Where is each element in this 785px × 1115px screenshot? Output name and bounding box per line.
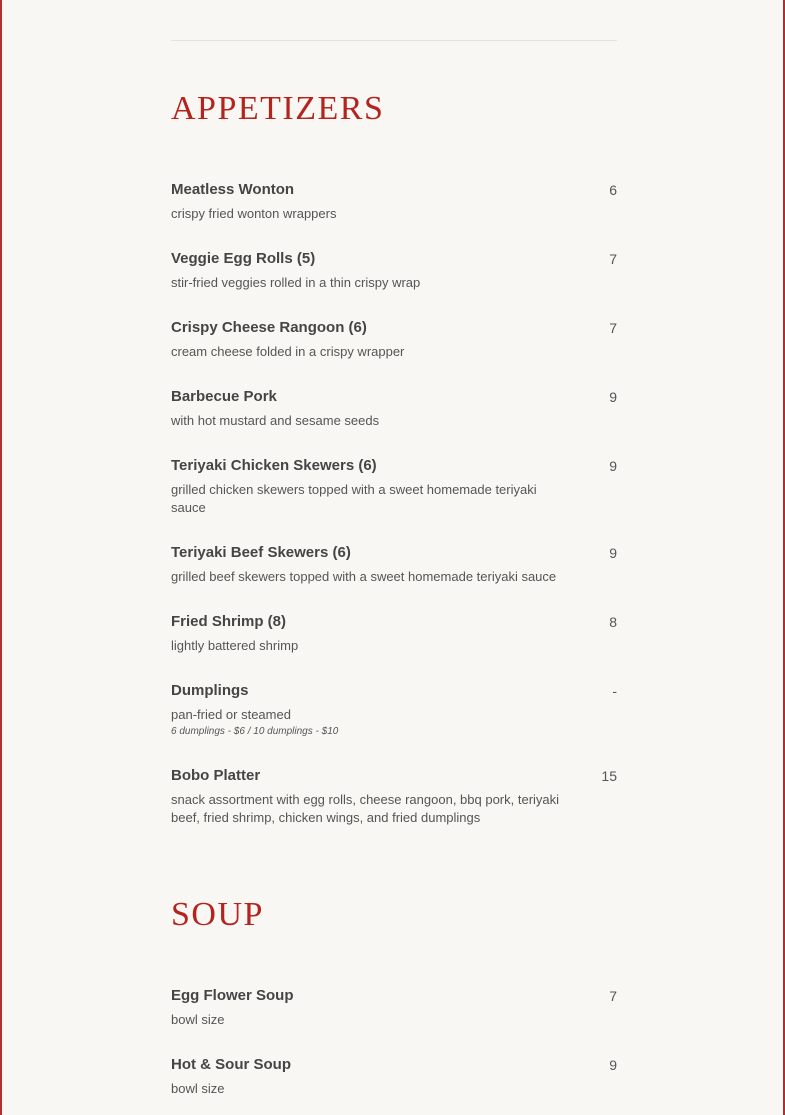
- item-description: snack assortment with egg rolls, cheese rangoon, bbq pork, teriyaki beef, fried shrimp, chicken wings, and fried dumplings: [171, 792, 560, 825]
- item-price: 9: [609, 545, 617, 561]
- item-price-note: 6 dumplings - $6 / 10 dumplings - $10: [171, 726, 339, 737]
- item-description: grilled chicken skewers topped with a sweet homemade teriyaki sauce: [171, 482, 537, 515]
- menu-item: [171, 250, 617, 292]
- item-description: grilled beef skewers topped with a sweet homemade teriyaki sauce: [171, 569, 557, 584]
- menu-item: [171, 987, 617, 1029]
- item-name: Hot & Sour Soup: [171, 1056, 291, 1073]
- item-description: lightly battered shrimp: [171, 638, 299, 653]
- item-name: Teriyaki Beef Skewers (6): [171, 544, 351, 561]
- item-name: Fried Shrimp (8): [171, 613, 287, 630]
- item-name: Veggie Egg Rolls (5): [171, 250, 316, 267]
- item-price: 7: [609, 988, 617, 1004]
- item-name: Dumplings: [171, 682, 249, 699]
- menu-item: [171, 613, 617, 655]
- item-description: stir-fried veggies rolled in a thin crispy wrap: [171, 275, 421, 290]
- item-description: bowl size: [171, 1012, 225, 1027]
- menu-item: [171, 544, 617, 586]
- menu-item: [171, 767, 617, 827]
- item-price: 9: [609, 458, 617, 474]
- item-description: bowl size: [171, 1081, 225, 1096]
- section-title-soup: SOUP: [171, 896, 264, 933]
- item-name: Bobo Platter: [171, 767, 261, 784]
- item-name: Egg Flower Soup: [171, 987, 294, 1004]
- item-price: 9: [609, 1057, 617, 1073]
- item-price: 8: [609, 614, 617, 630]
- item-description: cream cheese folded in a crispy wrapper: [171, 344, 405, 359]
- top-divider: [171, 40, 617, 41]
- item-description: pan-fried or steamed: [171, 707, 291, 722]
- menu-item: [171, 457, 617, 517]
- menu-item: [171, 181, 617, 223]
- item-name: Crispy Cheese Rangoon (6): [171, 319, 367, 336]
- section-title-appetizers: APPETIZERS: [171, 90, 385, 127]
- item-name: Meatless Wonton: [171, 181, 295, 198]
- item-price: -: [612, 683, 617, 699]
- menu-item: [171, 388, 617, 430]
- item-description: with hot mustard and sesame seeds: [171, 413, 380, 428]
- item-price: 6: [609, 182, 617, 198]
- menu-item: [171, 682, 617, 739]
- menu-item: [171, 1056, 617, 1098]
- item-price: 7: [609, 320, 617, 336]
- item-price: 15: [601, 768, 617, 784]
- item-price: 7: [609, 251, 617, 267]
- item-description: crispy fried wonton wrappers: [171, 206, 337, 221]
- item-price: 9: [609, 389, 617, 405]
- item-name: Barbecue Pork: [171, 388, 277, 405]
- menu-item: [171, 319, 617, 361]
- item-name: Teriyaki Chicken Skewers (6): [171, 457, 377, 474]
